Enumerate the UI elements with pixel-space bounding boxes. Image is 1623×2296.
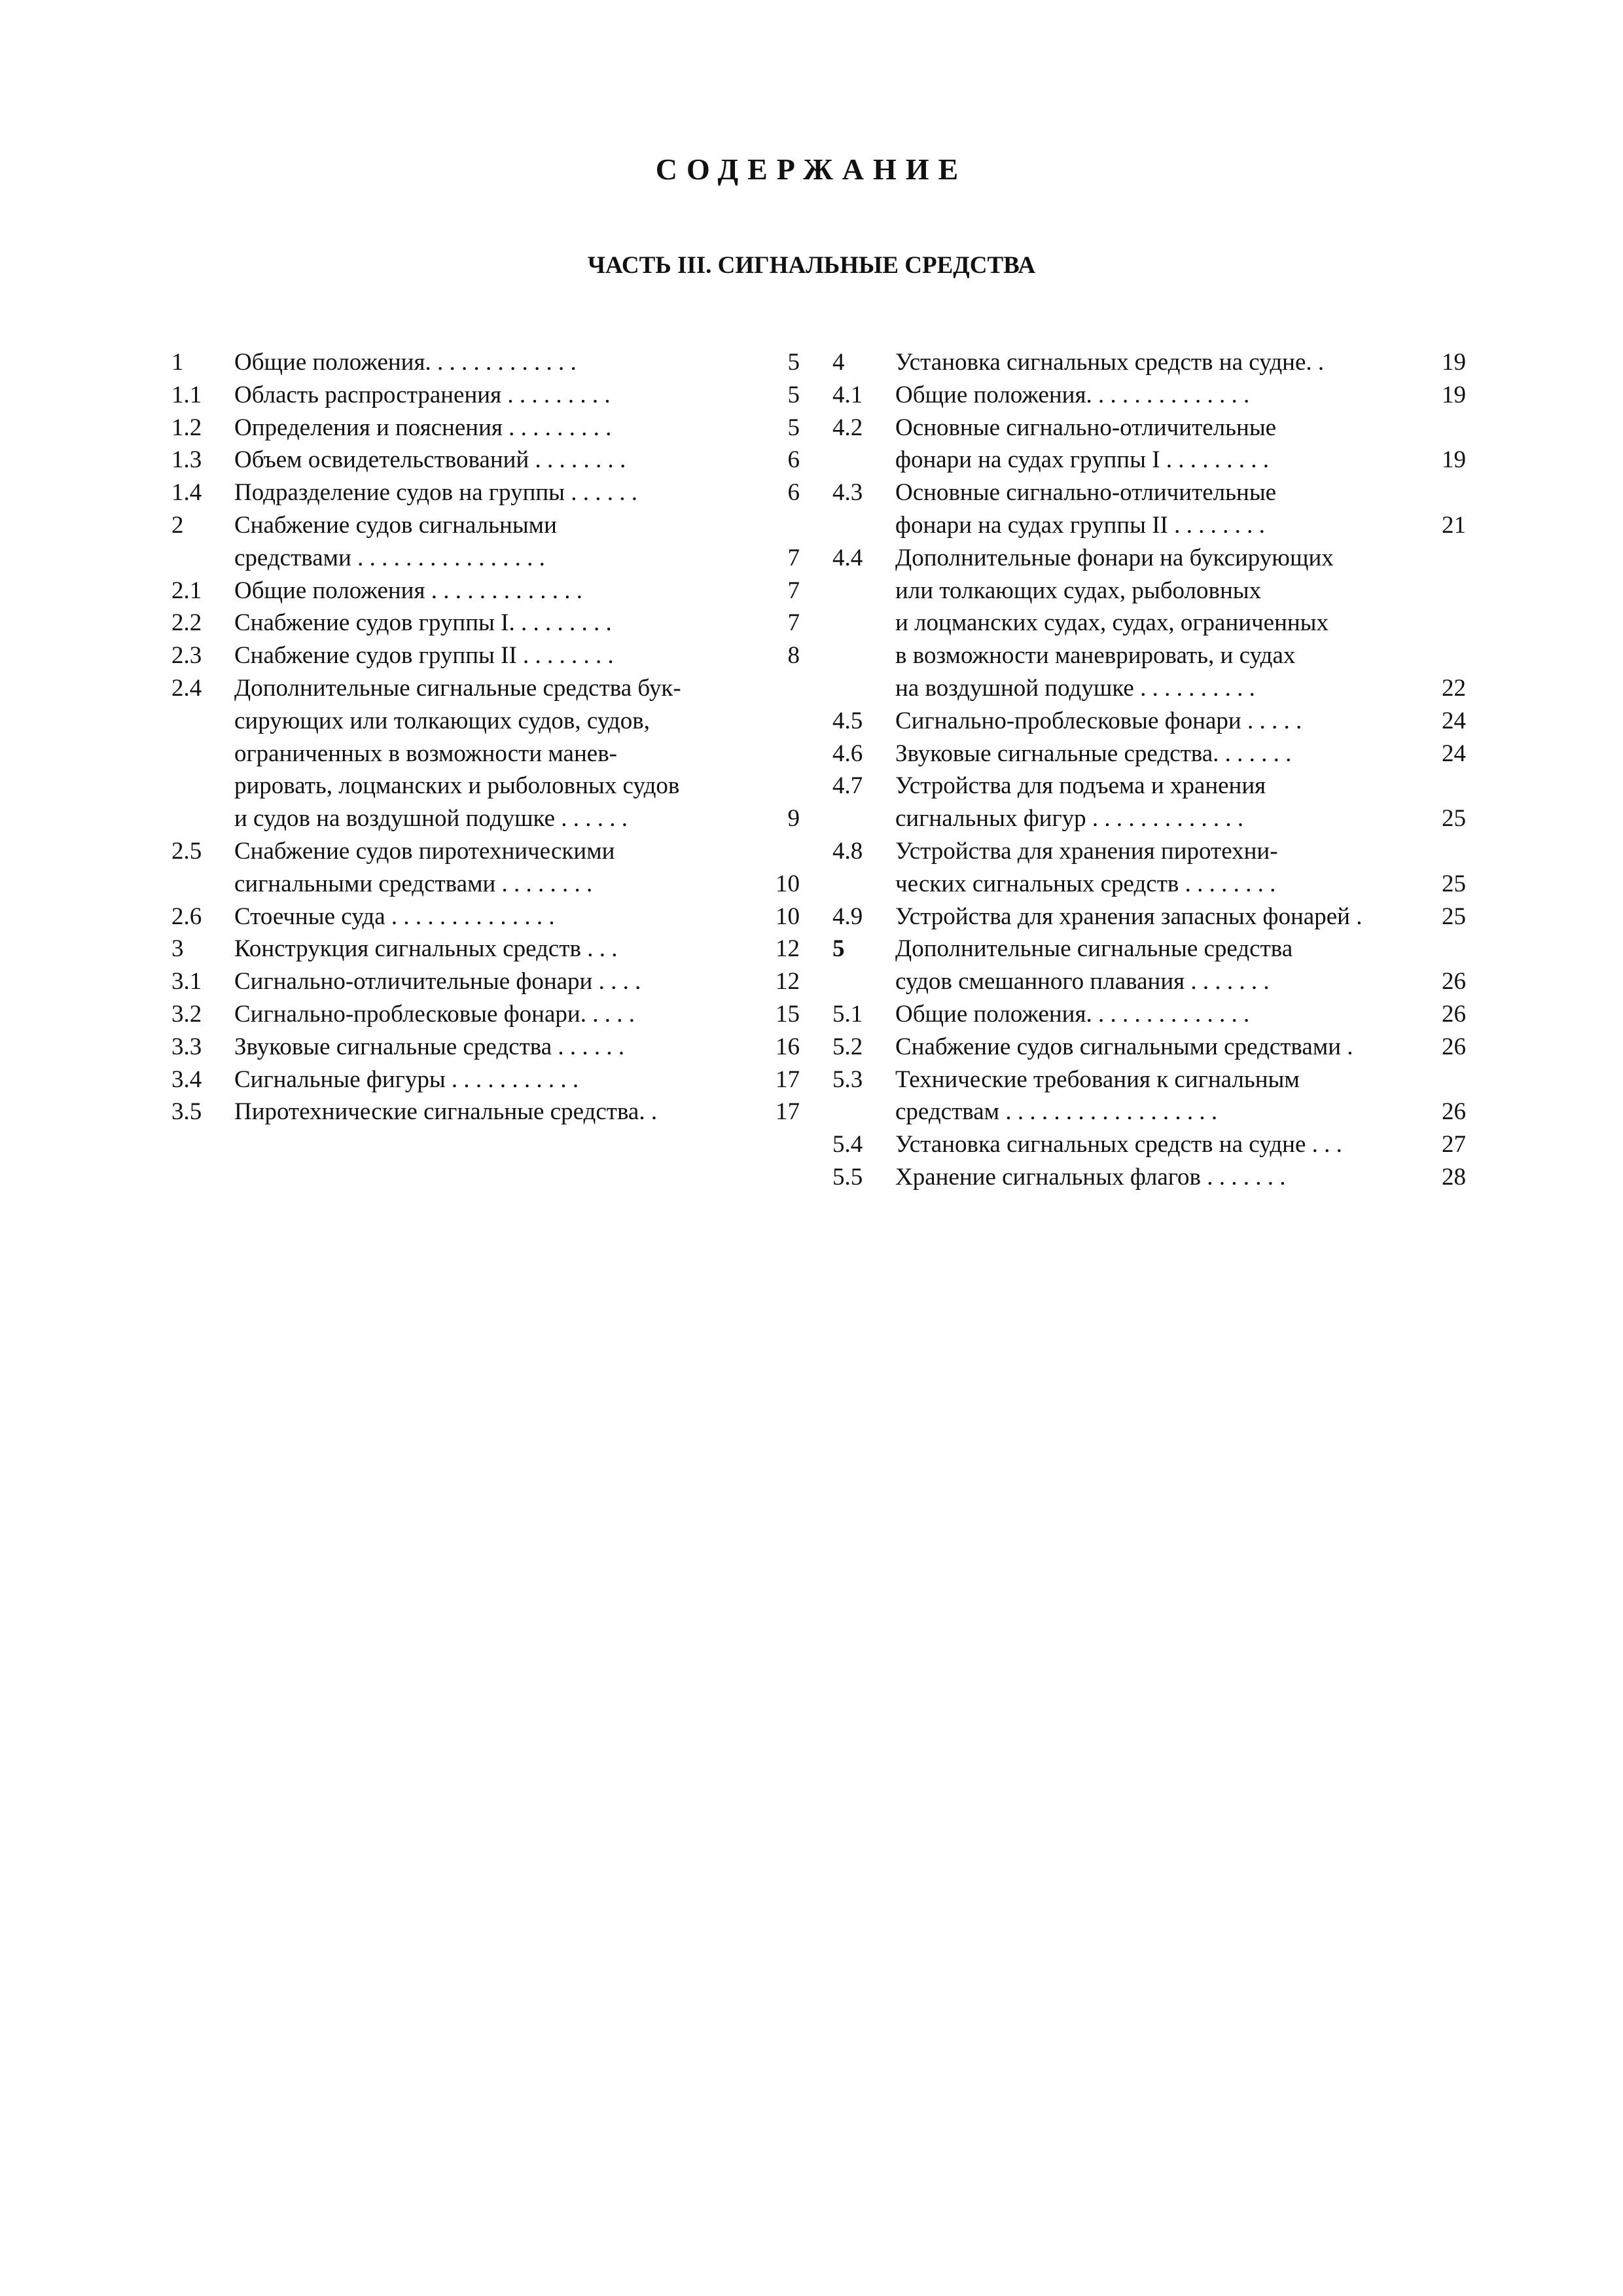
toc-entry-line: [171, 868, 800, 901]
toc-entry-line: [171, 770, 800, 802]
toc-entry-title: Сигнальные фигуры . . . . . . . . . . .: [234, 1066, 579, 1093]
toc-entry-line: [171, 1031, 800, 1064]
toc-entry-title: Конструкция сигнальных средств . . .: [234, 935, 618, 963]
toc-entry-title: в возможности маневрировать, и судах: [895, 642, 1296, 670]
toc-entry-line: [832, 509, 1466, 542]
toc-entry-line: [832, 639, 1466, 672]
toc-entry-line: [832, 672, 1466, 705]
toc-entry-title: Общие положения . . . . . . . . . . . . .: [234, 577, 582, 604]
toc-entry-title: Общие положения. . . . . . . . . . . . . .: [895, 381, 1250, 408]
toc-entry-page: 10: [776, 870, 800, 897]
toc-entry-number: 4.3: [832, 479, 863, 507]
toc-entry-line: [171, 607, 800, 639]
toc-entry[interactable]: [832, 476, 1466, 542]
toc-entry[interactable]: [832, 542, 1466, 705]
toc-entry[interactable]: [832, 412, 1466, 477]
toc-entry-line: [832, 379, 1466, 412]
toc-entry-line: [171, 1096, 800, 1128]
toc-entry-title: на воздушной подушке . . . . . . . . . .: [895, 674, 1255, 702]
toc-entry-number: 4.6: [832, 740, 863, 767]
toc-entry-page: 17: [776, 1098, 800, 1126]
toc-entry[interactable]: [832, 346, 1466, 379]
toc-entry-title: Пиротехнические сигнальные средства. .: [234, 1098, 658, 1126]
toc-entry-number: 3.5: [171, 1098, 202, 1126]
toc-entry[interactable]: [171, 933, 800, 965]
toc-entry-number: 1.3: [171, 446, 202, 474]
toc-entry-page: 5: [787, 349, 800, 376]
toc-entry-line: [171, 509, 800, 542]
toc-entry-number: 1.1: [171, 381, 202, 408]
toc-entry-number: 4.4: [832, 544, 863, 571]
toc-entry-title: Технические требования к сигнальным: [895, 1066, 1300, 1093]
page-title: СОДЕРЖАНИЕ: [655, 152, 968, 186]
toc-entry-title: ческих сигнальных средств . . . . . . . .: [895, 870, 1276, 897]
toc-entry-line: [832, 476, 1466, 509]
toc-entry-line: [832, 901, 1466, 933]
toc-entry-title: Дополнительные сигнальные средства бук-: [234, 674, 681, 702]
toc-entry-page: 27: [1442, 1131, 1466, 1158]
toc-entry-title: сигнальными средствами . . . . . . . .: [234, 870, 593, 897]
toc-entry-line: [171, 672, 800, 705]
toc-entry-page: 26: [1442, 1098, 1466, 1126]
toc-entry-page: 5: [787, 381, 800, 408]
toc-entry[interactable]: [832, 835, 1466, 901]
toc-entry-title: Снабжение судов сигнальными средствами .: [895, 1033, 1353, 1060]
toc-entry-line: [171, 379, 800, 412]
toc-entry-line: [832, 868, 1466, 901]
toc-entry-title: Сигнально-проблесковые фонари. . . . .: [234, 1000, 635, 1028]
toc-entry[interactable]: [171, 672, 800, 835]
toc-entry-number: 3.3: [171, 1033, 202, 1060]
toc-entry-line: [171, 705, 800, 738]
toc-entry-line: [832, 802, 1466, 835]
toc-entry[interactable]: [171, 835, 800, 901]
toc-entry-title: Стоечные суда . . . . . . . . . . . . . .: [234, 903, 555, 930]
toc-entry[interactable]: [171, 901, 800, 933]
toc-entry-line: [832, 998, 1466, 1031]
toc-entry-page: 12: [776, 935, 800, 963]
toc-entry-page: 8: [787, 642, 800, 670]
toc-entry-line: [832, 770, 1466, 802]
toc-entry[interactable]: [832, 705, 1466, 738]
toc-entry[interactable]: [832, 901, 1466, 933]
toc-entry-title: рировать, лоцманских и рыболовных судов: [234, 772, 680, 800]
toc-entry-page: 17: [776, 1066, 800, 1093]
toc-entry-page: 26: [1442, 1033, 1466, 1060]
toc-entry-page: 25: [1442, 903, 1466, 930]
toc-entry-page: 6: [787, 479, 800, 507]
toc-right-column: [832, 346, 1466, 1194]
toc-entry-title: Снабжение судов группы II . . . . . . . .: [234, 642, 614, 670]
toc-entry-line: [832, 607, 1466, 639]
toc-entry-line: [171, 639, 800, 672]
toc-entry-number: 1.2: [171, 414, 202, 441]
toc-entry[interactable]: [171, 1064, 800, 1096]
toc-entry[interactable]: [832, 1128, 1466, 1161]
toc-entry-number: 5.2: [832, 1033, 863, 1060]
toc-entry[interactable]: [171, 575, 800, 607]
toc-entry-title: Область распространения . . . . . . . . .: [234, 381, 611, 408]
toc-entry-number: 2.5: [171, 837, 202, 865]
toc-entry-line: [832, 965, 1466, 998]
toc-entry-title: Дополнительные фонари на буксирующих: [895, 544, 1334, 571]
toc-entry-line: [832, 444, 1466, 476]
toc-entry[interactable]: [832, 738, 1466, 770]
toc-entry[interactable]: [171, 607, 800, 639]
toc-entry-page: 12: [776, 968, 800, 996]
toc-entry[interactable]: [171, 1096, 800, 1128]
toc-entry-page: 21: [1442, 511, 1466, 539]
toc-entry-line: [832, 1096, 1466, 1128]
toc-entry-page: 15: [776, 1000, 800, 1028]
toc-entry-number: 3.1: [171, 968, 202, 996]
toc-entry-line: [171, 933, 800, 965]
toc-entry-line: [832, 835, 1466, 868]
toc-entry-number: 4.1: [832, 381, 863, 408]
toc-entry-title: Сигнально-проблесковые фонари . . . . .: [895, 707, 1302, 734]
toc-entry-number: 2.3: [171, 642, 202, 670]
toc-entry-title: фонари на судах группы II . . . . . . . .: [895, 511, 1265, 539]
toc-entry-title: Установка сигнальных средств на судне. .: [895, 349, 1325, 376]
toc-entry-title: фонари на судах группы I . . . . . . . . .: [895, 446, 1270, 474]
toc-entry-number: 2.4: [171, 674, 202, 702]
toc-entry-title: судов смешанного плавания . . . . . . .: [895, 968, 1270, 996]
toc-entry[interactable]: [832, 1064, 1466, 1129]
toc-entry-line: [171, 1064, 800, 1096]
toc-entry[interactable]: [832, 998, 1466, 1031]
toc-entry-line: [171, 476, 800, 509]
toc-entry-line: [171, 835, 800, 868]
toc-entry-page: 7: [787, 544, 800, 571]
toc-entry-title: Общие положения. . . . . . . . . . . . .: [234, 349, 577, 376]
toc-entry-page: 26: [1442, 1000, 1466, 1028]
toc-entry-title: или толкающих судах, рыболовных: [895, 577, 1262, 604]
toc-entry-title: Сигнально-отличительные фонари . . . .: [234, 968, 641, 996]
toc-entry-line: [832, 412, 1466, 444]
toc-entry-title: средствам . . . . . . . . . . . . . . . . . .: [895, 1098, 1218, 1126]
toc-entry-page: 19: [1442, 446, 1466, 474]
toc-entry-number: 5.5: [832, 1163, 863, 1191]
toc-entry-number: 4.2: [832, 414, 863, 441]
toc-entry-title: Звуковые сигнальные средства. . . . . . .: [895, 740, 1292, 767]
toc-entry-line: [171, 901, 800, 933]
toc-entry[interactable]: [171, 1031, 800, 1064]
toc-entry-title: и судов на воздушной подушке . . . . . .: [234, 805, 628, 833]
toc-entry-number: 2: [171, 511, 184, 539]
toc-entry-number: 4.9: [832, 903, 863, 930]
toc-entry-page: 16: [776, 1033, 800, 1060]
toc-entry-number: 3.2: [171, 1000, 202, 1028]
toc-entry-title: средствами . . . . . . . . . . . . . . . .: [234, 544, 545, 571]
toc-entry-number: 1.4: [171, 479, 202, 507]
toc-entry-page: 25: [1442, 805, 1466, 833]
toc-entry-number: 2.1: [171, 577, 202, 604]
toc-entry-line: [832, 1064, 1466, 1096]
toc-entry[interactable]: [171, 444, 800, 476]
toc-entry[interactable]: [832, 379, 1466, 412]
toc-entry-number: 5.4: [832, 1131, 863, 1158]
toc-entry-number: 1: [171, 349, 184, 376]
toc-entry[interactable]: [832, 1161, 1466, 1194]
toc-left-column: [171, 346, 800, 1128]
toc-entry[interactable]: [832, 933, 1466, 998]
toc-entry-line: [171, 346, 800, 379]
toc-entry-number: 5.1: [832, 1000, 863, 1028]
toc-entry-page: 24: [1442, 740, 1466, 767]
toc-entry-title: Определения и пояснения . . . . . . . . .: [234, 414, 612, 441]
toc-entry-page: 19: [1442, 381, 1466, 408]
toc-entry-title: Подразделение судов на группы . . . . . .: [234, 479, 638, 507]
toc-entry-title: Звуковые сигнальные средства . . . . . .: [234, 1033, 625, 1060]
toc-entry-title: Устройства для хранения запасных фонарей .: [895, 903, 1363, 930]
toc-entry-number: 4: [832, 349, 845, 376]
toc-entry-title: Общие положения. . . . . . . . . . . . . .: [895, 1000, 1250, 1028]
toc-entry-page: 10: [776, 903, 800, 930]
toc-entry-title: Хранение сигнальных флагов . . . . . . .: [895, 1163, 1286, 1191]
toc-entry-page: 9: [787, 805, 800, 833]
toc-entry-number: 2.6: [171, 903, 202, 930]
toc-entry-title: Дополнительные сигнальные средства: [895, 935, 1293, 963]
toc-entry-page: 25: [1442, 870, 1466, 897]
toc-entry[interactable]: [171, 379, 800, 412]
toc-entry[interactable]: [171, 639, 800, 672]
toc-entry-title: Снабжение судов группы I. . . . . . . . .: [234, 609, 612, 637]
toc-entry-title: Объем освидетельствований . . . . . . . .: [234, 446, 626, 474]
toc-entry-line: [832, 1128, 1466, 1161]
toc-entry-line: [171, 412, 800, 444]
toc-entry[interactable]: [171, 965, 800, 998]
toc-entry-page: 26: [1442, 968, 1466, 996]
toc-entry-line: [171, 965, 800, 998]
toc-entry-line: [832, 1031, 1466, 1064]
toc-entry[interactable]: [171, 346, 800, 379]
toc-entry[interactable]: [171, 998, 800, 1031]
toc-entry-title: Снабжение судов пиротехническими: [234, 837, 615, 865]
toc-entry-title: сигнальных фигур . . . . . . . . . . . . .: [895, 805, 1244, 833]
toc-entry-page: 7: [787, 609, 800, 637]
toc-entry-page: 5: [787, 414, 800, 441]
toc-entry-line: [832, 542, 1466, 575]
toc-entry-page: 24: [1442, 707, 1466, 734]
toc-entry-title: и лоцманских судах, судах, ограниченных: [895, 609, 1329, 637]
toc-entry-page: 7: [787, 577, 800, 604]
toc-entry-title: Основные сигнально-отличительные: [895, 479, 1277, 507]
toc-entry-number: 5.3: [832, 1066, 863, 1093]
toc-entry-page: 6: [787, 446, 800, 474]
toc-entry-number: 4.8: [832, 837, 863, 865]
toc-entry-line: [832, 705, 1466, 738]
toc-entry[interactable]: [832, 1031, 1466, 1064]
toc-entry[interactable]: [171, 509, 800, 575]
toc-entry-line: [832, 346, 1466, 379]
toc-entry-title: Устройства для подъема и хранения: [895, 772, 1266, 800]
toc-entry-line: [171, 575, 800, 607]
toc-entry-line: [832, 738, 1466, 770]
toc-entry-page: 28: [1442, 1163, 1466, 1191]
toc-entry-line: [832, 575, 1466, 607]
toc-entry-number: 3: [171, 935, 184, 963]
toc-entry-number: 2.2: [171, 609, 202, 637]
toc-entry-number: 4.5: [832, 707, 863, 734]
toc-entry-number: 4.7: [832, 772, 863, 800]
toc-entry-page: 19: [1442, 349, 1466, 376]
toc-entry[interactable]: [832, 770, 1466, 835]
toc-entry-title: ограниченных в возможности манев-: [234, 740, 617, 767]
toc-entry[interactable]: [171, 412, 800, 444]
toc-entry-line: [171, 444, 800, 476]
part-subtitle: ЧАСТЬ III. СИГНАЛЬНЫЕ СРЕДСТВА: [587, 252, 1036, 279]
toc-entry-title: Установка сигнальных средств на судне . . .: [895, 1131, 1342, 1158]
toc-entry-line: [171, 738, 800, 770]
toc-entry-number: 3.4: [171, 1066, 202, 1093]
toc-entry-page: 22: [1442, 674, 1466, 702]
toc-entry-line: [832, 1161, 1466, 1194]
toc-entry-number: 5: [832, 935, 845, 963]
toc-entry-title: Устройства для хранения пиротехни-: [895, 837, 1278, 865]
toc-entry-title: сирующих или толкающих судов, судов,: [234, 707, 650, 734]
toc-entry-line: [171, 998, 800, 1031]
toc-entry[interactable]: [171, 476, 800, 509]
toc-entry-line: [171, 542, 800, 575]
toc-entry-title: Снабжение судов сигнальными: [234, 511, 557, 539]
toc-entry-line: [171, 802, 800, 835]
toc-entry-title: Основные сигнально-отличительные: [895, 414, 1277, 441]
toc-entry-line: [832, 933, 1466, 965]
